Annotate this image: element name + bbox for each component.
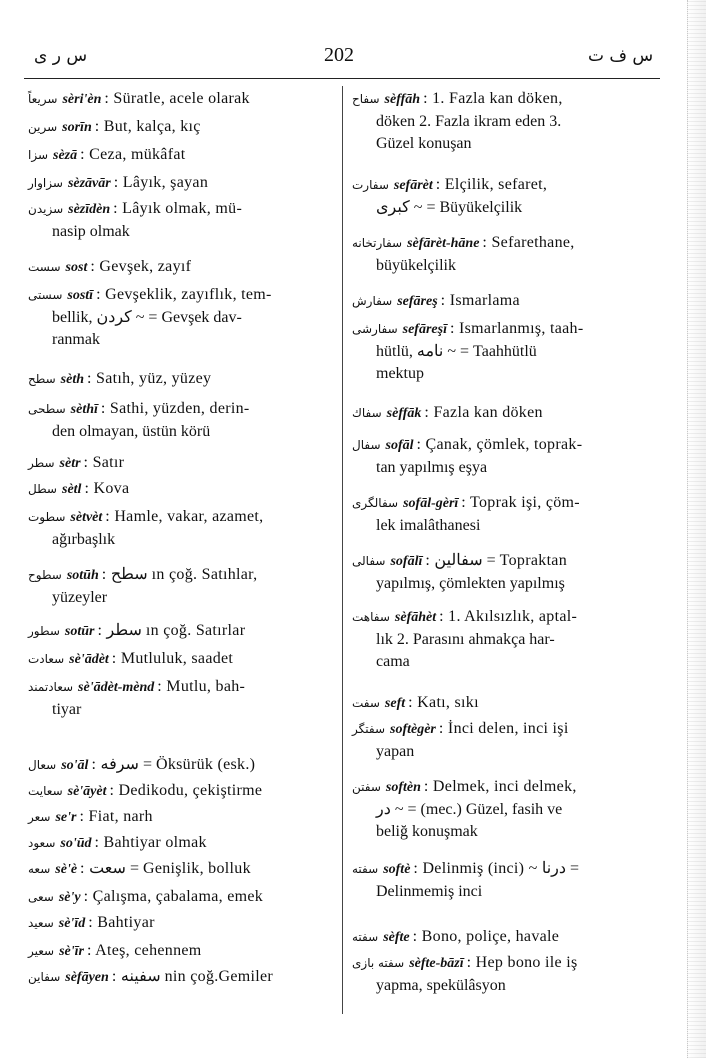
transliteration: so'ūd — [60, 836, 92, 851]
arabic-headword: سرين — [28, 120, 58, 134]
definition-continuation: lık 2. Parasını ahmakça har- — [376, 631, 555, 648]
definition-continuation: yapılmış, çömlekten yapılmış — [376, 575, 565, 592]
definition: : سطح ın çoğ. Satıhlar, — [101, 566, 258, 583]
definition: : سفالين = Topraktan — [425, 552, 568, 569]
definition: : Elçilik, sefaret, — [435, 176, 548, 193]
definition-continuation: lek imalâthanesi — [376, 517, 481, 534]
dictionary-entry — [28, 398, 332, 443]
definition: : 1. Fazla kan döken, — [423, 90, 563, 107]
definition: : Mutlu, bah- — [157, 678, 246, 695]
dictionary-entry — [28, 806, 332, 829]
dictionary-entry — [352, 718, 656, 763]
dictionary-entry — [28, 966, 332, 989]
definition: : Bahtiyar olmak — [94, 834, 207, 851]
transliteration: sèzāvār — [67, 176, 111, 191]
definition-continuation: mektup — [376, 365, 424, 382]
definition-continuation: tiyar — [52, 701, 82, 718]
definition: : Ateş, cehennem — [86, 942, 202, 959]
definition: : Bahtiyar — [88, 914, 155, 931]
definition: : سطر ın çoğ. Satırlar — [97, 622, 246, 639]
transliteration: sèfāhèt — [394, 610, 437, 625]
transliteration: sè'īr — [59, 944, 84, 959]
definition: : Hamle, vakar, azamet, — [105, 508, 264, 525]
definition-continuation: beliğ konuşmak — [376, 823, 478, 840]
arabic-headword: سفارشی — [352, 322, 398, 336]
arabic-headword: سفته — [352, 862, 379, 876]
dictionary-entry — [352, 776, 656, 843]
dictionary-entry — [28, 940, 332, 963]
page-edge-texture — [687, 0, 706, 1058]
dictionary-entry — [352, 232, 656, 277]
transliteration: sèzā — [53, 148, 78, 163]
transliteration: se'r — [55, 810, 77, 825]
definition: : Lâyık olmak, mü- — [113, 200, 243, 217]
dictionary-entry — [28, 780, 332, 803]
arabic-headword: سطح — [28, 372, 56, 386]
dictionary-entry — [352, 692, 656, 715]
definition: : Gevşeklik, zayıflık, tem- — [96, 286, 272, 303]
transliteration: sotūh — [66, 568, 99, 583]
transliteration: sofālī — [390, 554, 423, 569]
definition: : Fazla kan döken — [424, 404, 543, 421]
dictionary-entry — [28, 912, 332, 935]
dictionary-entry — [28, 284, 332, 351]
transliteration: sofāl — [385, 438, 414, 453]
arabic-headword: سعادتمند — [28, 680, 74, 694]
definition: : Fiat, narh — [79, 808, 153, 825]
definition-continuation: cama — [376, 653, 410, 670]
arabic-headword: سفاهت — [352, 610, 390, 624]
arabic-headword: سعايت — [28, 784, 63, 798]
definition-continuation: hütlü, نامه ~ = Taahhütlü — [376, 343, 537, 360]
transliteration: sè'è — [55, 862, 78, 877]
definition-continuation: büyükelçilik — [376, 257, 456, 274]
arabic-headword: سزيدن — [28, 202, 64, 216]
definition-continuation: nasip olmak — [52, 223, 130, 240]
arabic-headword: سفارت — [352, 178, 389, 192]
definition-continuation: در ~ = (mec.) Güzel, fasih ve — [376, 801, 563, 818]
transliteration: sèffāk — [386, 406, 422, 421]
definition: : Çalışma, çabalama, emek — [83, 888, 264, 905]
arabic-headword: سفارتخانه — [352, 236, 403, 250]
arabic-headword: سفاح — [352, 92, 380, 106]
transliteration: sè'y — [58, 890, 81, 905]
definition: : Lâyık, şayan — [113, 174, 209, 191]
arabic-headword: سطور — [28, 624, 60, 638]
transliteration: sefāreş — [397, 294, 438, 309]
definition: : Toprak işi, çöm- — [461, 494, 580, 511]
dictionary-entry — [28, 858, 332, 881]
header-right-letters: س ف ت — [588, 46, 654, 66]
dictionary-entry — [352, 290, 656, 313]
arabic-headword: سفتن — [352, 780, 381, 794]
dictionary-entry — [28, 676, 332, 721]
dictionary-entry — [352, 434, 656, 479]
arabic-headword: سفارش — [352, 294, 393, 308]
dictionary-entry — [352, 926, 656, 949]
definition: : Dedikodu, çekiştirme — [109, 782, 263, 799]
arabic-headword: سطر — [28, 456, 55, 470]
dictionary-entry — [28, 256, 332, 279]
transliteration: sèfte-bāzī — [409, 956, 464, 971]
arabic-headword: سريعاً — [28, 92, 58, 106]
arabic-headword: سعادت — [28, 652, 65, 666]
definition-continuation: Güzel konuşan — [376, 135, 472, 152]
transliteration: sèfārèt-hāne — [407, 236, 480, 251]
transliteration: sèffāh — [384, 92, 421, 107]
transliteration: sorīn — [62, 120, 92, 135]
definition: : Delinmiş (inci) ~ درنا = — [413, 860, 580, 877]
definition: : 1. Akılsızlık, aptal- — [439, 608, 578, 625]
arabic-headword: سست — [28, 260, 61, 274]
arabic-headword: سطوح — [28, 568, 62, 582]
transliteration: sost — [65, 260, 88, 275]
transliteration: sèzīdèn — [68, 202, 111, 217]
arabic-headword: سفاك — [352, 406, 382, 420]
definition: : Mutluluk, saadet — [111, 650, 234, 667]
definition: : Bono, poliçe, havale — [412, 928, 560, 945]
header-left-letters: س ر ی — [34, 46, 88, 66]
dictionary-entry — [28, 116, 332, 139]
arabic-headword: سزاوار — [28, 176, 63, 190]
arabic-headword: سعير — [28, 944, 55, 958]
page-header — [0, 42, 688, 72]
dictionary-entry — [352, 402, 656, 425]
arabic-headword: سفالی — [352, 554, 386, 568]
dictionary-entry — [28, 172, 332, 195]
arabic-headword: سفاين — [28, 970, 61, 984]
definition-continuation: yapan — [376, 743, 415, 760]
definition: : Delmek, inci delmek, — [423, 778, 577, 795]
definition: : Kova — [84, 480, 130, 497]
transliteration: sèthī — [70, 402, 98, 417]
definition-continuation: ranmak — [52, 331, 100, 348]
dictionary-entry — [28, 832, 332, 855]
definition: : Ceza, mükâfat — [80, 146, 186, 163]
dictionary-entry — [352, 318, 656, 385]
dictionary-entry — [28, 648, 332, 671]
definition-continuation: döken 2. Fazla ikram eden 3. — [376, 113, 562, 130]
arabic-headword: سعی — [28, 890, 54, 904]
arabic-headword: سعر — [28, 810, 51, 824]
dictionary-entry — [352, 606, 656, 673]
arabic-headword: سطل — [28, 482, 57, 496]
transliteration: sefāreşī — [402, 322, 447, 337]
dictionary-entry — [28, 452, 332, 475]
transliteration: sefārèt — [393, 178, 433, 193]
arabic-headword: سعيد — [28, 916, 54, 930]
transliteration: sèri'èn — [62, 92, 102, 107]
transliteration: sofāl-gèrī — [403, 496, 459, 511]
arabic-headword: سفت — [352, 696, 380, 710]
definition-continuation: Delinmemiş inci — [376, 883, 483, 900]
arabic-headword: سعود — [28, 836, 56, 850]
transliteration: sè'ādèt-mènd — [78, 680, 155, 695]
transliteration: sè'āyèt — [67, 784, 107, 799]
dictionary-entry — [352, 88, 656, 155]
definition-continuation: den olmayan, üstün körü — [52, 423, 211, 440]
dictionary-entry — [28, 198, 332, 243]
definition: : Satıh, yüz, yüzey — [87, 370, 212, 387]
dictionary-entry — [28, 564, 332, 609]
arabic-headword: سفال — [352, 438, 381, 452]
definition: : Katı, sıkı — [408, 694, 479, 711]
dictionary-entry — [28, 506, 332, 551]
transliteration: sostī — [67, 288, 94, 303]
definition-continuation: yüzeyler — [52, 589, 108, 606]
transliteration: so'āl — [61, 758, 89, 773]
definition-continuation: ağırbaşlık — [52, 531, 116, 548]
transliteration: softè — [383, 862, 411, 877]
arabic-headword: سفتگر — [352, 722, 385, 736]
definition: : سعت = Genişlik, bolluk — [80, 860, 251, 877]
arabic-headword: سزا — [28, 148, 49, 162]
arabic-headword: سعال — [28, 758, 57, 772]
arabic-headword: سطوت — [28, 510, 66, 524]
definition-continuation: yapma, spekülâsyon — [376, 977, 506, 994]
definition: : Sefarethane, — [482, 234, 575, 251]
dictionary-entry — [352, 492, 656, 537]
dictionary-entry — [28, 620, 332, 643]
dictionary-entry — [28, 886, 332, 909]
arabic-headword: سعه — [28, 862, 51, 876]
definition-continuation: tan yapılmış eşya — [376, 459, 488, 476]
header-rule — [24, 78, 660, 79]
transliteration: sotūr — [64, 624, 95, 639]
definition: : Ismarlanmış, taah- — [449, 320, 584, 337]
definition: : Sathi, yüzden, derin- — [100, 400, 250, 417]
dictionary-entry — [28, 368, 332, 391]
dictionary-entry — [352, 174, 656, 219]
definition: : But, kalça, kıç — [94, 118, 201, 135]
transliteration: softèn — [385, 780, 421, 795]
transliteration: sèfte — [383, 930, 410, 945]
transliteration: sè'īd — [58, 916, 86, 931]
dictionary-entry — [352, 952, 656, 997]
dictionary-entry — [28, 144, 332, 167]
dictionary-entry — [28, 88, 332, 111]
dictionary-entry — [352, 550, 656, 595]
definition: : سفينه nin çoğ.Gemiler — [111, 968, 274, 985]
transliteration: sèth — [60, 372, 84, 387]
page-number: 202 — [324, 44, 354, 66]
dictionary-entry — [28, 478, 332, 501]
arabic-headword: سطحی — [28, 402, 66, 416]
transliteration: seft — [384, 696, 406, 711]
transliteration: sètvèt — [70, 510, 103, 525]
transliteration: sètl — [62, 482, 82, 497]
definition-continuation: کبری ~ = Büyükelçilik — [376, 199, 523, 216]
transliteration: sèfāyen — [65, 970, 109, 985]
column-divider — [342, 86, 343, 1014]
definition: : سرفه = Öksürük (esk.) — [91, 756, 256, 773]
definition: : Gevşek, zayıf — [90, 258, 192, 275]
definition: : Satır — [83, 454, 125, 471]
transliteration: sè'ādèt — [69, 652, 109, 667]
arabic-headword: سستی — [28, 288, 63, 302]
definition: : Hep bono ile iş — [466, 954, 578, 971]
dictionary-entry — [352, 858, 656, 903]
definition: : Ismarlama — [440, 292, 520, 309]
arabic-headword: سفته — [352, 930, 379, 944]
definition: : İnci delen, inci işi — [438, 720, 569, 737]
arabic-headword: سفالگری — [352, 496, 399, 510]
dictionary-entry — [28, 754, 332, 777]
transliteration: sètr — [59, 456, 81, 471]
arabic-headword: سفته بازی — [352, 956, 405, 970]
definition-continuation: bellik, کردن ~ = Gevşek dav- — [52, 309, 242, 326]
definition: : Süratle, acele olarak — [104, 90, 250, 107]
transliteration: softègèr — [390, 722, 436, 737]
definition: : Çanak, çömlek, toprak- — [416, 436, 583, 453]
